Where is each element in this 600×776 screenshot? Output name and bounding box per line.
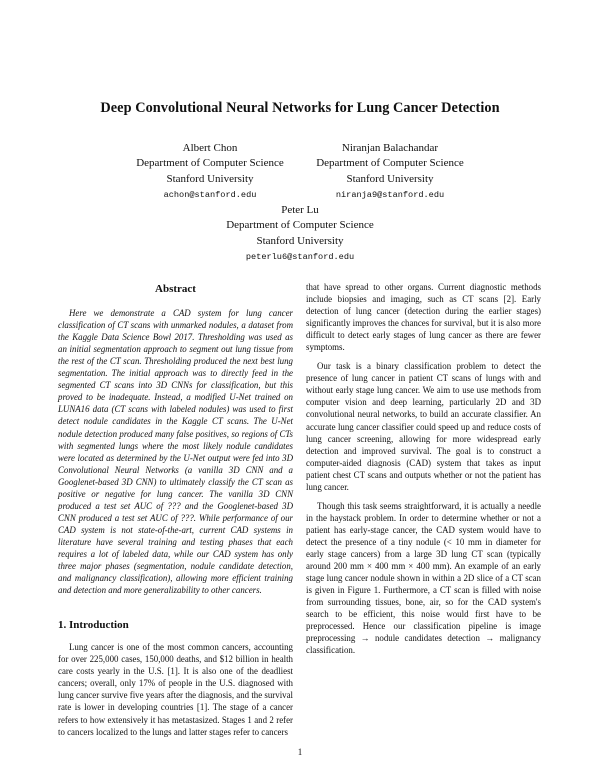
author-block-2 [280, 141, 500, 203]
introduction-heading: 1. Introduction [58, 619, 129, 632]
author-university: Stanford University [346, 172, 434, 185]
author-block-3 [190, 203, 410, 265]
intro-paragraph-2: Our task is a binary classification problem to detect the presence of lung cancer in patient CT scans of lungs with and without early stage lung cancer. We aim to use use methods from computer vision and deep learning, particularly 2D and 3D convolutional neural networks, to build an accurate classifier. An accurate lung cancer classifier could speed up and reduce costs of lung cancer screening, allowing for more widespread early detection and improved survival. The goal is to construct a computer-aided diagnosis (CAD) system that takes as input patient chest CT scans and outputs whether or not the patient has lung cancer. [306, 361, 541, 492]
author-email[interactable]: achon@stanford.edu [163, 189, 257, 200]
author-university: Stanford University [256, 234, 344, 247]
author-name: Peter Lu [281, 204, 319, 216]
author-department: Department of Computer Science [316, 157, 464, 170]
author-email[interactable]: peterlu6@stanford.edu [245, 251, 355, 262]
author-department: Department of Computer Science [226, 219, 374, 232]
author-name: Albert Chon [182, 142, 238, 154]
author-department: Department of Computer Science [136, 157, 284, 170]
author-email[interactable]: niranja9@stanford.edu [335, 189, 445, 200]
intro-paragraph-1-continued: that have spread to other organs. Current diagnostic methods include biopsies and imaging, such as CT scans [2]. Early detection of lung cancer (detection during the earlier stages) significantly improves the chances for survival, but it is also more difficult to detect early stages of lung cancer as there are fewer symptoms. [306, 282, 541, 353]
author-name: Niranjan Balachandar [341, 142, 439, 154]
intro-paragraph-3: Though this task seems straightforward, it is actually a needle in the haystack problem. In order to determine whether or not a patient has early-stage cancer, the CAD system would have to detect the presence of a tiny nodule (< 10 mm in diameter for early stage cancers) from a large 3D lung CT scan (typically around 200 mm × 400 mm × 400 mm). An example of an early stage lung cancer nodule shown in within a 2D slice of a CT scan is given in Figure 1. Furthermore, a CT scan is filled with noise from surrounding tissues, bone, air, so for the CAD system's search to be efficient, this noise would first have to be preprocessed. Hence our classification pipeline is image preprocessing → nodule candidates detection → malignancy classification. [306, 500, 541, 656]
paper-title: Deep Convolutional Neural Networks for Lung Cancer Detection [100, 100, 500, 116]
page-number: 1 [297, 747, 303, 757]
author-university: Stanford University [166, 172, 254, 185]
abstract-heading: Abstract [155, 283, 196, 295]
abstract-text: Here we demonstrate a CAD system for lung cancer classification of CT scans with unmarked nodules, a dataset from the Kaggle Data Science Bowl 2017. Thresholding was used as an initial segmentation approach to segment out lung tissue from the rest of the CT scan. Thresholding produced the next best lung segmentation. The initial approach was to directly feed in the segmented CT scans into 3D CNNs for classification, but this proved to be inadequate. Instead, a modified U-Net trained on LUNA16 data (CT scans with labeled nodules) was used to first detect nodule candidates in the Kaggle CT scans. The U-Net nodule detection produced many false positives, so regions of CTs with segmented lungs where the most likely nodule candidates were located as determined by the U-Net output were fed into 3D Convolutional Neural Networks (a vanilla 3D CNN and a Googlenet-based 3D CNN) to ultimately classify the CT scan as positive or negative for lung cancer. The vanilla 3D CNN produced a test set AUC of ??? and the Googlenet-based 3D CNN produced a test set AUC of ???. While performance of our CAD system is not state-of-the-art, current CAD systems in literature have several training and testing phases that each requires a lot of labeled data, while our CAD system has only three major phases (segmentation, nodule candidate detection, and malignancy classification), allowing more efficient training and detection and more generalizability to other cancers. [58, 308, 293, 596]
left-column [58, 281, 293, 738]
intro-paragraph-1: Lung cancer is one of the most common cancers, accounting for over 225,000 cases, 150,000 deaths, and $12 billion in health care costs yearly in the U.S. [1]. It is also one of the deadliest cancers; overall, only 17% of people in the U.S. diagnosed with lung cancer survive five years after the diagnosis, and the survival rate is lower in developing countries [1]. The stage of a cancer refers to how extensively it has metastasized. Stages 1 and 2 refer to cancers localized to the lungs and latter stages refer to cancers [58, 642, 293, 737]
right-column [306, 281, 541, 656]
